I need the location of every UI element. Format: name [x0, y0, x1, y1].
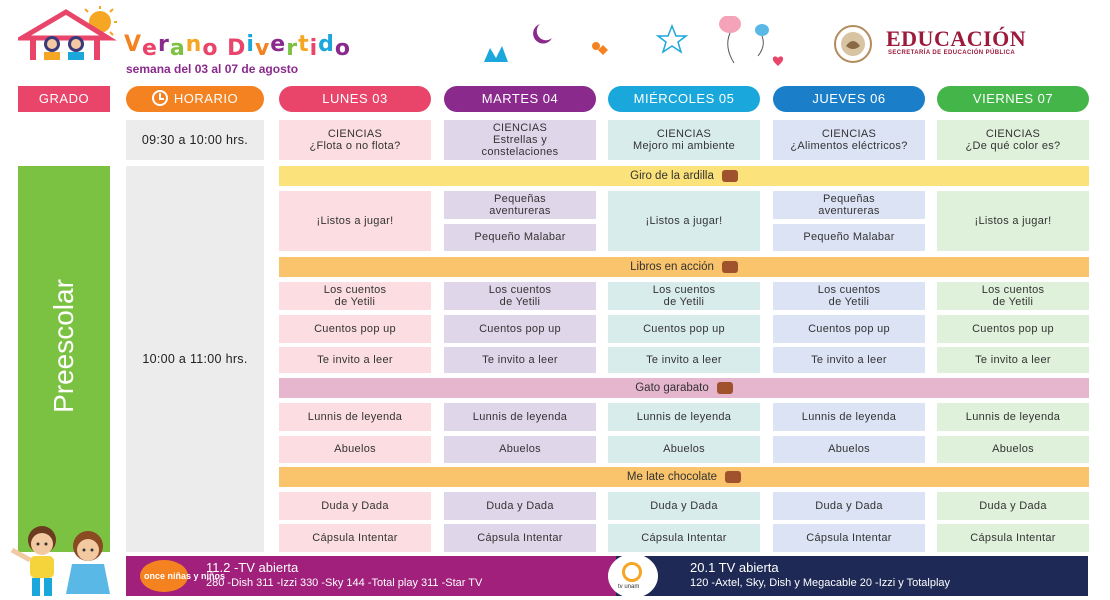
- chocolate-icon: [725, 471, 741, 483]
- giro-cell: ¡Listos a jugar!: [279, 191, 431, 251]
- tv-unam-logo-text: tv unam: [618, 584, 640, 590]
- cell-line: Mejoro mi ambiente: [633, 140, 735, 152]
- libros-cell-popup: Cuentos pop up: [279, 315, 431, 343]
- cell-line: aventureras: [818, 205, 880, 217]
- cell-line: Los cuentos: [323, 283, 387, 296]
- cell-line: Los cuentos: [488, 283, 552, 296]
- cell-line: CIENCIAS: [656, 127, 712, 140]
- program-title: [124, 34, 351, 59]
- gato-cell-abuelos: Abuelos: [279, 436, 431, 463]
- education-logo-title: EDUCACIÓN: [886, 26, 1027, 51]
- title-letter: o: [202, 36, 219, 61]
- title-letter: i: [309, 36, 319, 61]
- cell-line: de Yetili: [663, 296, 705, 308]
- time-slot-second: 10:00 a 11:00 hrs.: [126, 166, 264, 552]
- cell-line: Estrellas y: [492, 133, 548, 146]
- footer-right-title: 20.1 TV abierta: [690, 560, 779, 575]
- day-header-2: MARTES 04: [444, 86, 596, 112]
- gato-cell-lunnis: Lunnis de leyenda: [279, 403, 431, 431]
- gato-cell-abuelos: Abuelos: [444, 436, 596, 463]
- choc-cell-capsula: Cápsula Intentar: [773, 524, 925, 552]
- choc-cell-capsula: Cápsula Intentar: [444, 524, 596, 552]
- ciencias-cell-text: [966, 128, 1061, 152]
- libros-cell-leer: Te invito a leer: [773, 347, 925, 373]
- ciencias-cell: [444, 120, 596, 160]
- libros-cell-popup: Cuentos pop up: [608, 315, 760, 343]
- giro-cell-bottom: Pequeño Malabar: [444, 224, 596, 251]
- title-letter: n: [185, 32, 203, 57]
- footer-right-panel: [616, 556, 1088, 596]
- band-giro-label: Giro de la ardilla: [630, 170, 714, 182]
- ciencias-cell-text: [790, 128, 907, 152]
- tv-channels-footer: [126, 556, 1088, 596]
- choc-cell-capsula: Cápsula Intentar: [608, 524, 760, 552]
- giro-cell-top-text: [489, 193, 550, 217]
- day-header-3: MIÉRCOLES 05: [608, 86, 760, 112]
- libros-cell-yetili: [279, 282, 431, 310]
- title-letter: V: [124, 32, 143, 57]
- day-header-1: LUNES 03: [279, 86, 431, 112]
- cell-line: ¿Flota o no flota?: [309, 140, 401, 152]
- cell-line: aventureras: [489, 205, 551, 217]
- cell-line: CIENCIAS: [985, 127, 1041, 140]
- title-letter: e: [270, 32, 287, 57]
- ciencias-cell: [608, 120, 760, 160]
- title-letter: e: [142, 36, 158, 61]
- program-logo-house: [18, 6, 118, 64]
- choc-cell-duda: Duda y Dada: [773, 492, 925, 520]
- cell-line: CIENCIAS: [492, 121, 548, 134]
- gato-cell-abuelos: Abuelos: [608, 436, 760, 463]
- band-gato-label: Gato garabato: [635, 382, 709, 394]
- cell-line: de Yetili: [992, 296, 1034, 308]
- mexico-emblem-icon: [826, 24, 880, 64]
- gato-cell-lunnis: Lunnis de leyenda: [937, 403, 1089, 431]
- choc-cell-capsula: Cápsula Intentar: [279, 524, 431, 552]
- libros-cell-yetili: [444, 282, 596, 310]
- horario-header: [126, 86, 264, 112]
- libros-cell-yetili-text: [982, 284, 1045, 308]
- footer-left-channels: 280 -Dish 311 -Izzi 330 -Sky 144 -Total play 311 -Star TV: [206, 577, 483, 589]
- libros-cell-yetili-text: [324, 284, 387, 308]
- giro-cell-bottom: Pequeño Malabar: [773, 224, 925, 251]
- footer-left-title: 11.2 -TV abierta: [206, 560, 299, 575]
- tv-unam-ring-icon: [622, 562, 642, 582]
- cell-line: Pequeñas: [494, 192, 546, 205]
- title-letter: [218, 32, 227, 57]
- libros-cell-yetili: [773, 282, 925, 310]
- gato-cell-lunnis: Lunnis de leyenda: [608, 403, 760, 431]
- choc-cell-capsula: Cápsula Intentar: [937, 524, 1089, 552]
- week-subtitle: semana del 03 al 07 de agosto: [126, 62, 299, 76]
- ciencias-cell-text: [482, 122, 559, 158]
- title-letter: v: [254, 36, 271, 61]
- gato-cell-lunnis: Lunnis de leyenda: [444, 403, 596, 431]
- libros-cell-yetili-text: [818, 284, 881, 308]
- ciencias-cell-text: [309, 128, 400, 152]
- books-icon: [722, 261, 738, 273]
- libros-cell-leer: Te invito a leer: [608, 347, 760, 373]
- giro-cell: ¡Listos a jugar!: [937, 191, 1089, 251]
- cell-line: ¿De qué color es?: [965, 140, 1061, 152]
- cell-line: Los cuentos: [652, 283, 716, 296]
- cat-icon: [717, 382, 733, 394]
- education-logo-subtitle: SECRETARÍA DE EDUCACIÓN PÚBLICA: [888, 50, 1016, 56]
- cell-line: ¿Alimentos eléctricos?: [790, 140, 908, 152]
- choc-cell-duda: Duda y Dada: [279, 492, 431, 520]
- title-letter: D: [227, 36, 247, 61]
- libros-cell-yetili-text: [653, 284, 716, 308]
- giro-cell-top-text: [818, 193, 879, 217]
- day-header-5: VIERNES 07: [937, 86, 1089, 112]
- libros-cell-yetili: [937, 282, 1089, 310]
- libros-cell-yetili: [608, 282, 760, 310]
- grado-label: Preescolar: [48, 279, 79, 413]
- title-letter: d: [318, 32, 335, 57]
- libros-cell-popup: Cuentos pop up: [444, 315, 596, 343]
- band-libros: [279, 257, 1089, 277]
- horario-label: HORARIO: [173, 91, 239, 106]
- gato-cell-abuelos: Abuelos: [773, 436, 925, 463]
- cell-line: Pequeñas: [823, 192, 875, 205]
- title-letter: a: [169, 36, 186, 61]
- choc-cell-duda: Duda y Dada: [937, 492, 1089, 520]
- libros-cell-leer: Te invito a leer: [279, 347, 431, 373]
- giro-cell: ¡Listos a jugar!: [608, 191, 760, 251]
- giro-cell-top: [773, 191, 925, 219]
- squirrel-icon: [722, 170, 738, 182]
- cell-line: CIENCIAS: [327, 127, 383, 140]
- cell-line: de Yetili: [334, 296, 376, 308]
- band-libros-label: Libros en acción: [630, 261, 714, 273]
- title-letter: i: [246, 32, 255, 57]
- band-chocolate-label: Me late chocolate: [626, 471, 718, 483]
- cell-line: Los cuentos: [981, 283, 1045, 296]
- grado-header: GRADO: [18, 86, 110, 112]
- gato-cell-abuelos: Abuelos: [937, 436, 1089, 463]
- title-letter: o: [334, 36, 352, 61]
- libros-cell-leer: Te invito a leer: [444, 347, 596, 373]
- title-letter: r: [286, 36, 299, 61]
- time-slot-first: 09:30 a 10:00 hrs.: [126, 120, 264, 160]
- day-header-4: JUEVES 06: [773, 86, 925, 112]
- footer-left-panel: [126, 556, 616, 596]
- choc-cell-duda: Duda y Dada: [608, 492, 760, 520]
- libros-cell-popup: Cuentos pop up: [937, 315, 1089, 343]
- cell-line: Los cuentos: [817, 283, 881, 296]
- giro-cell-top: [444, 191, 596, 219]
- band-chocolate: [279, 467, 1089, 487]
- title-letter: t: [298, 32, 310, 57]
- libros-cell-popup: Cuentos pop up: [773, 315, 925, 343]
- band-giro: [279, 166, 1089, 186]
- kids-illustration-icon: [8, 520, 124, 600]
- decorative-doodles-icon: [480, 16, 800, 70]
- cell-line: de Yetili: [499, 296, 541, 308]
- cell-line: constelaciones: [481, 146, 559, 159]
- once-logo-text: once niñas y niños: [144, 571, 226, 581]
- libros-cell-leer: Te invito a leer: [937, 347, 1089, 373]
- title-letter: r: [157, 32, 170, 57]
- cell-line: CIENCIAS: [821, 127, 877, 140]
- ciencias-cell: [773, 120, 925, 160]
- ciencias-cell-text: [633, 128, 735, 152]
- libros-cell-yetili-text: [489, 284, 552, 308]
- band-gato: [279, 378, 1089, 398]
- gato-cell-lunnis: Lunnis de leyenda: [773, 403, 925, 431]
- clock-icon: [152, 90, 168, 106]
- choc-cell-duda: Duda y Dada: [444, 492, 596, 520]
- ciencias-cell: [937, 120, 1089, 160]
- ciencias-cell: [279, 120, 431, 160]
- cell-line: de Yetili: [828, 296, 870, 308]
- footer-right-channels: 120 -Axtel, Sky, Dish y Megacable 20 -Izzi y Totalplay: [690, 577, 951, 589]
